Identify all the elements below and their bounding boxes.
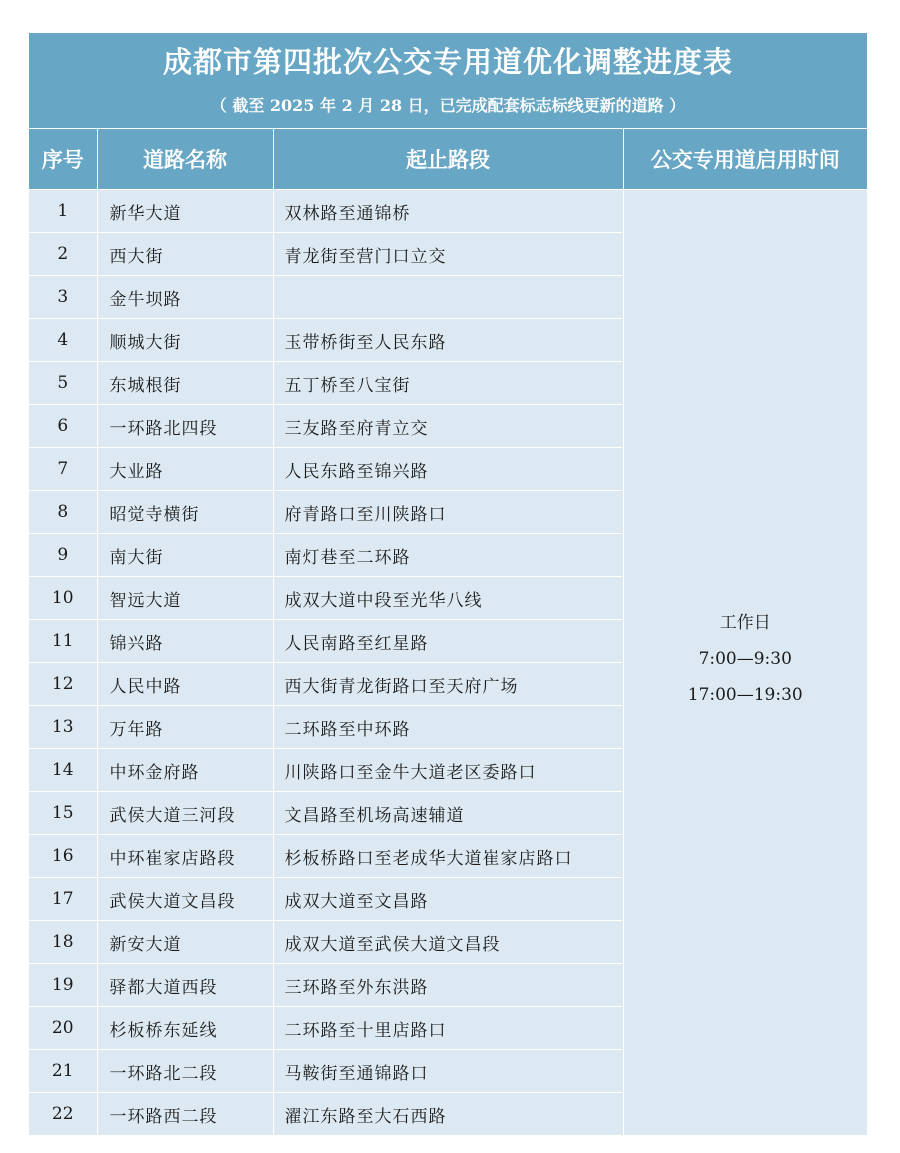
row-number: 5: [29, 362, 97, 405]
road-name: 新安大道: [97, 921, 273, 964]
road-segment: 杉板桥路口至老成华大道崔家店路口: [273, 835, 623, 878]
table-row: [29, 190, 867, 233]
row-number: 12: [29, 663, 97, 706]
road-name: 万年路: [97, 706, 273, 749]
road-segment: 二环路至十里店路口: [273, 1007, 623, 1050]
row-number: 6: [29, 405, 97, 448]
time-evening: 17:00—19:30: [687, 684, 803, 705]
row-number: 19: [29, 964, 97, 1007]
road-segment: 玉带桥街至人民东路: [273, 319, 623, 362]
road-segment: 成双大道至武侯大道文昌段: [273, 921, 623, 964]
road-name: 顺城大街: [97, 319, 273, 362]
row-number: 3: [29, 276, 97, 319]
road-segment: 西大街青龙街路口至天府广场: [273, 663, 623, 706]
road-segment: 濯江东路至大石西路: [273, 1093, 623, 1136]
row-number: 13: [29, 706, 97, 749]
time-morning: 7:00—9:30: [698, 648, 792, 669]
road-segment: 五丁桥至八宝街: [273, 362, 623, 405]
bus-lane-time: [624, 605, 868, 713]
road-name: 一环路西二段: [97, 1093, 273, 1136]
row-number: 7: [29, 448, 97, 491]
road-segment: 人民南路至红星路: [273, 620, 623, 663]
page-subtitle: （ 截至 2025 年 2 月 28 日，已完成配套标志标线更新的道路 ）: [210, 96, 686, 115]
road-segment: 双林路至通锦桥: [273, 190, 623, 233]
road-name: 驿都大道西段: [97, 964, 273, 1007]
road-segment: 人民东路至锦兴路: [273, 448, 623, 491]
bus-lane-table: [29, 128, 867, 1135]
road-segment: [273, 276, 623, 319]
road-name: 东城根街: [97, 362, 273, 405]
row-number: 2: [29, 233, 97, 276]
road-name: 中环崔家店路段: [97, 835, 273, 878]
bus-lane-time-cell: [623, 190, 867, 1136]
road-name: 南大街: [97, 534, 273, 577]
title-block: [29, 33, 867, 128]
table-body: [29, 190, 867, 1136]
road-name: 锦兴路: [97, 620, 273, 663]
row-number: 4: [29, 319, 97, 362]
row-number: 14: [29, 749, 97, 792]
road-segment: 川陕路口至金牛大道老区委路口: [273, 749, 623, 792]
column-header-no: 序号: [29, 129, 97, 190]
road-name: 金牛坝路: [97, 276, 273, 319]
road-segment: 青龙街至营门口立交: [273, 233, 623, 276]
column-header-start-time: 公交专用道启用时间: [623, 129, 867, 190]
road-segment: 南灯巷至二环路: [273, 534, 623, 577]
road-segment: 马鞍街至通锦路口: [273, 1050, 623, 1093]
row-number: 8: [29, 491, 97, 534]
row-number: 15: [29, 792, 97, 835]
road-segment: 文昌路至机场高速辅道: [273, 792, 623, 835]
road-segment: 府青路口至川陕路口: [273, 491, 623, 534]
row-number: 17: [29, 878, 97, 921]
row-number: 18: [29, 921, 97, 964]
road-name: 一环路北四段: [97, 405, 273, 448]
road-segment: 三友路至府青立交: [273, 405, 623, 448]
row-number: 10: [29, 577, 97, 620]
row-number: 9: [29, 534, 97, 577]
road-name: 武侯大道文昌段: [97, 878, 273, 921]
road-name: 大业路: [97, 448, 273, 491]
row-number: 1: [29, 190, 97, 233]
road-segment: 成双大道至文昌路: [273, 878, 623, 921]
row-number: 16: [29, 835, 97, 878]
road-segment: 成双大道中段至光华八线: [273, 577, 623, 620]
table-header-row: [29, 129, 867, 190]
road-name: 智远大道: [97, 577, 273, 620]
row-number: 20: [29, 1007, 97, 1050]
road-segment: 二环路至中环路: [273, 706, 623, 749]
road-name: 人民中路: [97, 663, 273, 706]
road-name: 杉板桥东延线: [97, 1007, 273, 1050]
row-number: 22: [29, 1093, 97, 1136]
road-name: 昭觉寺横街: [97, 491, 273, 534]
column-header-segment: 起止路段: [273, 129, 623, 190]
road-name: 西大街: [97, 233, 273, 276]
schedule-sheet: [29, 33, 867, 1135]
page-title: 成都市第四批次公交专用道优化调整进度表: [162, 45, 733, 79]
road-name: 武侯大道三河段: [97, 792, 273, 835]
road-name: 新华大道: [97, 190, 273, 233]
road-name: 中环金府路: [97, 749, 273, 792]
road-name: 一环路北二段: [97, 1050, 273, 1093]
column-header-road-name: 道路名称: [97, 129, 273, 190]
time-label: 工作日: [719, 612, 771, 633]
road-segment: 三环路至外东洪路: [273, 964, 623, 1007]
row-number: 11: [29, 620, 97, 663]
row-number: 21: [29, 1050, 97, 1093]
